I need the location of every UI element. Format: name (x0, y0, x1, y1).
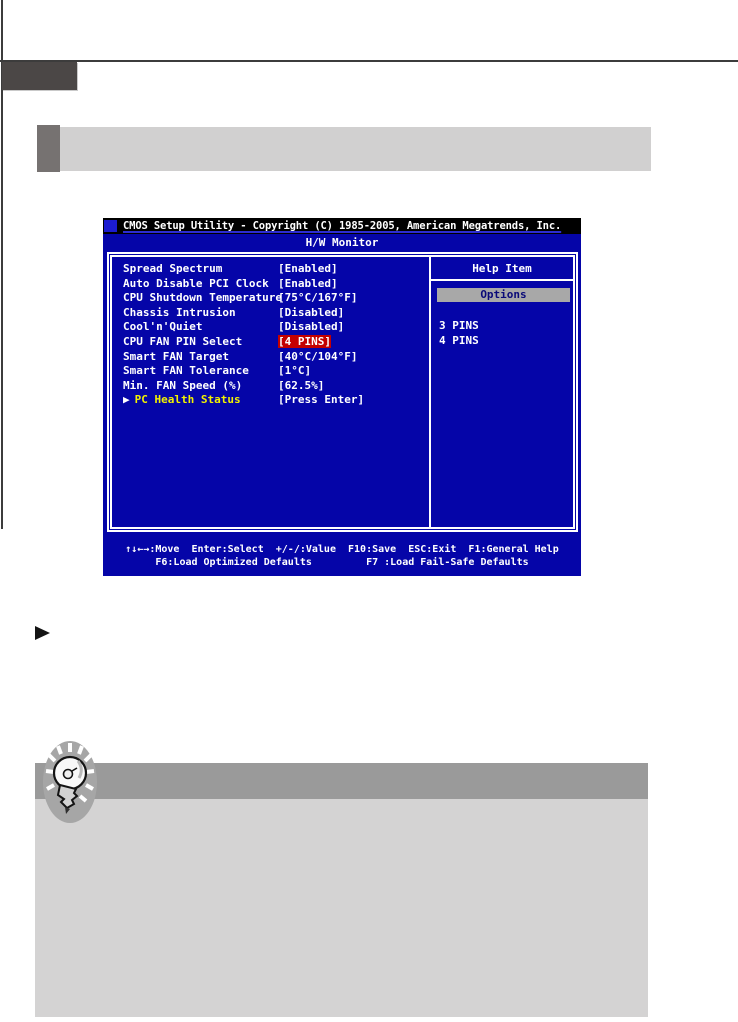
menu-item-value: [1°C] (278, 364, 312, 378)
bios-menu-row[interactable] (112, 393, 429, 408)
menu-item-label: Spread Spectrum (123, 262, 223, 275)
menu-item-value: [Disabled] (278, 305, 345, 319)
menu-item-value: [4 PINS] (278, 334, 331, 348)
bios-menu-row[interactable] (112, 335, 429, 350)
menu-item-label: CPU Shutdown Temperature (123, 291, 282, 305)
menu-item-label: Smart FAN Tolerance (123, 364, 249, 378)
bios-menu-row[interactable] (112, 320, 429, 335)
help-panel-separator (429, 279, 575, 281)
section-header-bar (60, 127, 651, 171)
help-panel (431, 257, 573, 527)
bios-menu-row[interactable] (112, 277, 429, 292)
menu-item-label: Min. FAN Speed (%) (123, 378, 243, 392)
menu-item-label (123, 393, 241, 406)
menu-item-value: [Disabled] (278, 320, 345, 334)
bios-menu-row[interactable] (112, 306, 429, 321)
page-corner-tab (2, 62, 77, 90)
bios-menu-row[interactable] (112, 379, 429, 394)
menu-item-value: [Enabled] (278, 276, 338, 290)
bios-title: CMOS Setup Utility - Copyright (C) 1985-2005, American Megatrends, Inc. (123, 220, 562, 232)
bios-titlebar (103, 218, 581, 234)
bios-menu-row[interactable] (112, 262, 429, 277)
legend-line-2: F6:Load Optimized Defaults F7 :Load Fail-Safe Defaults (155, 556, 529, 568)
submenu-arrow-icon: ▶ (123, 393, 130, 407)
section-bullet-arrow (35, 626, 50, 640)
help-option: 3 PINS (439, 319, 479, 332)
menu-item-label: Cool'n'Quiet (123, 320, 203, 334)
menu-item-value: [62.5%] (278, 378, 325, 392)
help-options-header: Options (437, 288, 570, 302)
tip-lightbulb-icon (42, 741, 98, 824)
bios-main-box (107, 252, 578, 532)
legend-line-1: ↑↓←→:Move Enter:Select +/-/:Value F10:Save ESC:Exit F1:General Help (125, 544, 559, 555)
menu-item-value: [75°C/167°F] (278, 291, 358, 305)
help-panel-title: Help Item (472, 262, 532, 275)
section-header-accent (37, 125, 60, 172)
menu-item-value: [Enabled] (278, 262, 338, 275)
tip-title-bar (35, 763, 648, 799)
bios-menu-row[interactable] (112, 350, 429, 365)
menu-item-label: Chassis Intrusion (123, 305, 236, 319)
bios-key-legend (103, 544, 581, 569)
bios-window-icon (104, 220, 117, 232)
help-option: 4 PINS (439, 333, 479, 347)
bios-page-title: H/W Monitor (305, 236, 379, 249)
menu-item-value: [Press Enter] (278, 393, 365, 407)
tip-content-box (35, 799, 648, 1017)
menu-item-label: Smart FAN Target (123, 349, 229, 363)
menu-item-label: Auto Disable PCI Clock (123, 276, 269, 290)
menu-item-value: [40°C/104°F] (278, 349, 358, 363)
menu-item-text: PC Health Status (134, 393, 241, 407)
menu-item-label: CPU FAN PIN Select (123, 334, 243, 348)
bios-setup-screen (103, 218, 581, 576)
bios-menu-row[interactable] (112, 364, 429, 379)
bios-menu-row[interactable] (112, 291, 429, 306)
bios-menu (112, 262, 429, 408)
page-top-rule (0, 60, 738, 62)
